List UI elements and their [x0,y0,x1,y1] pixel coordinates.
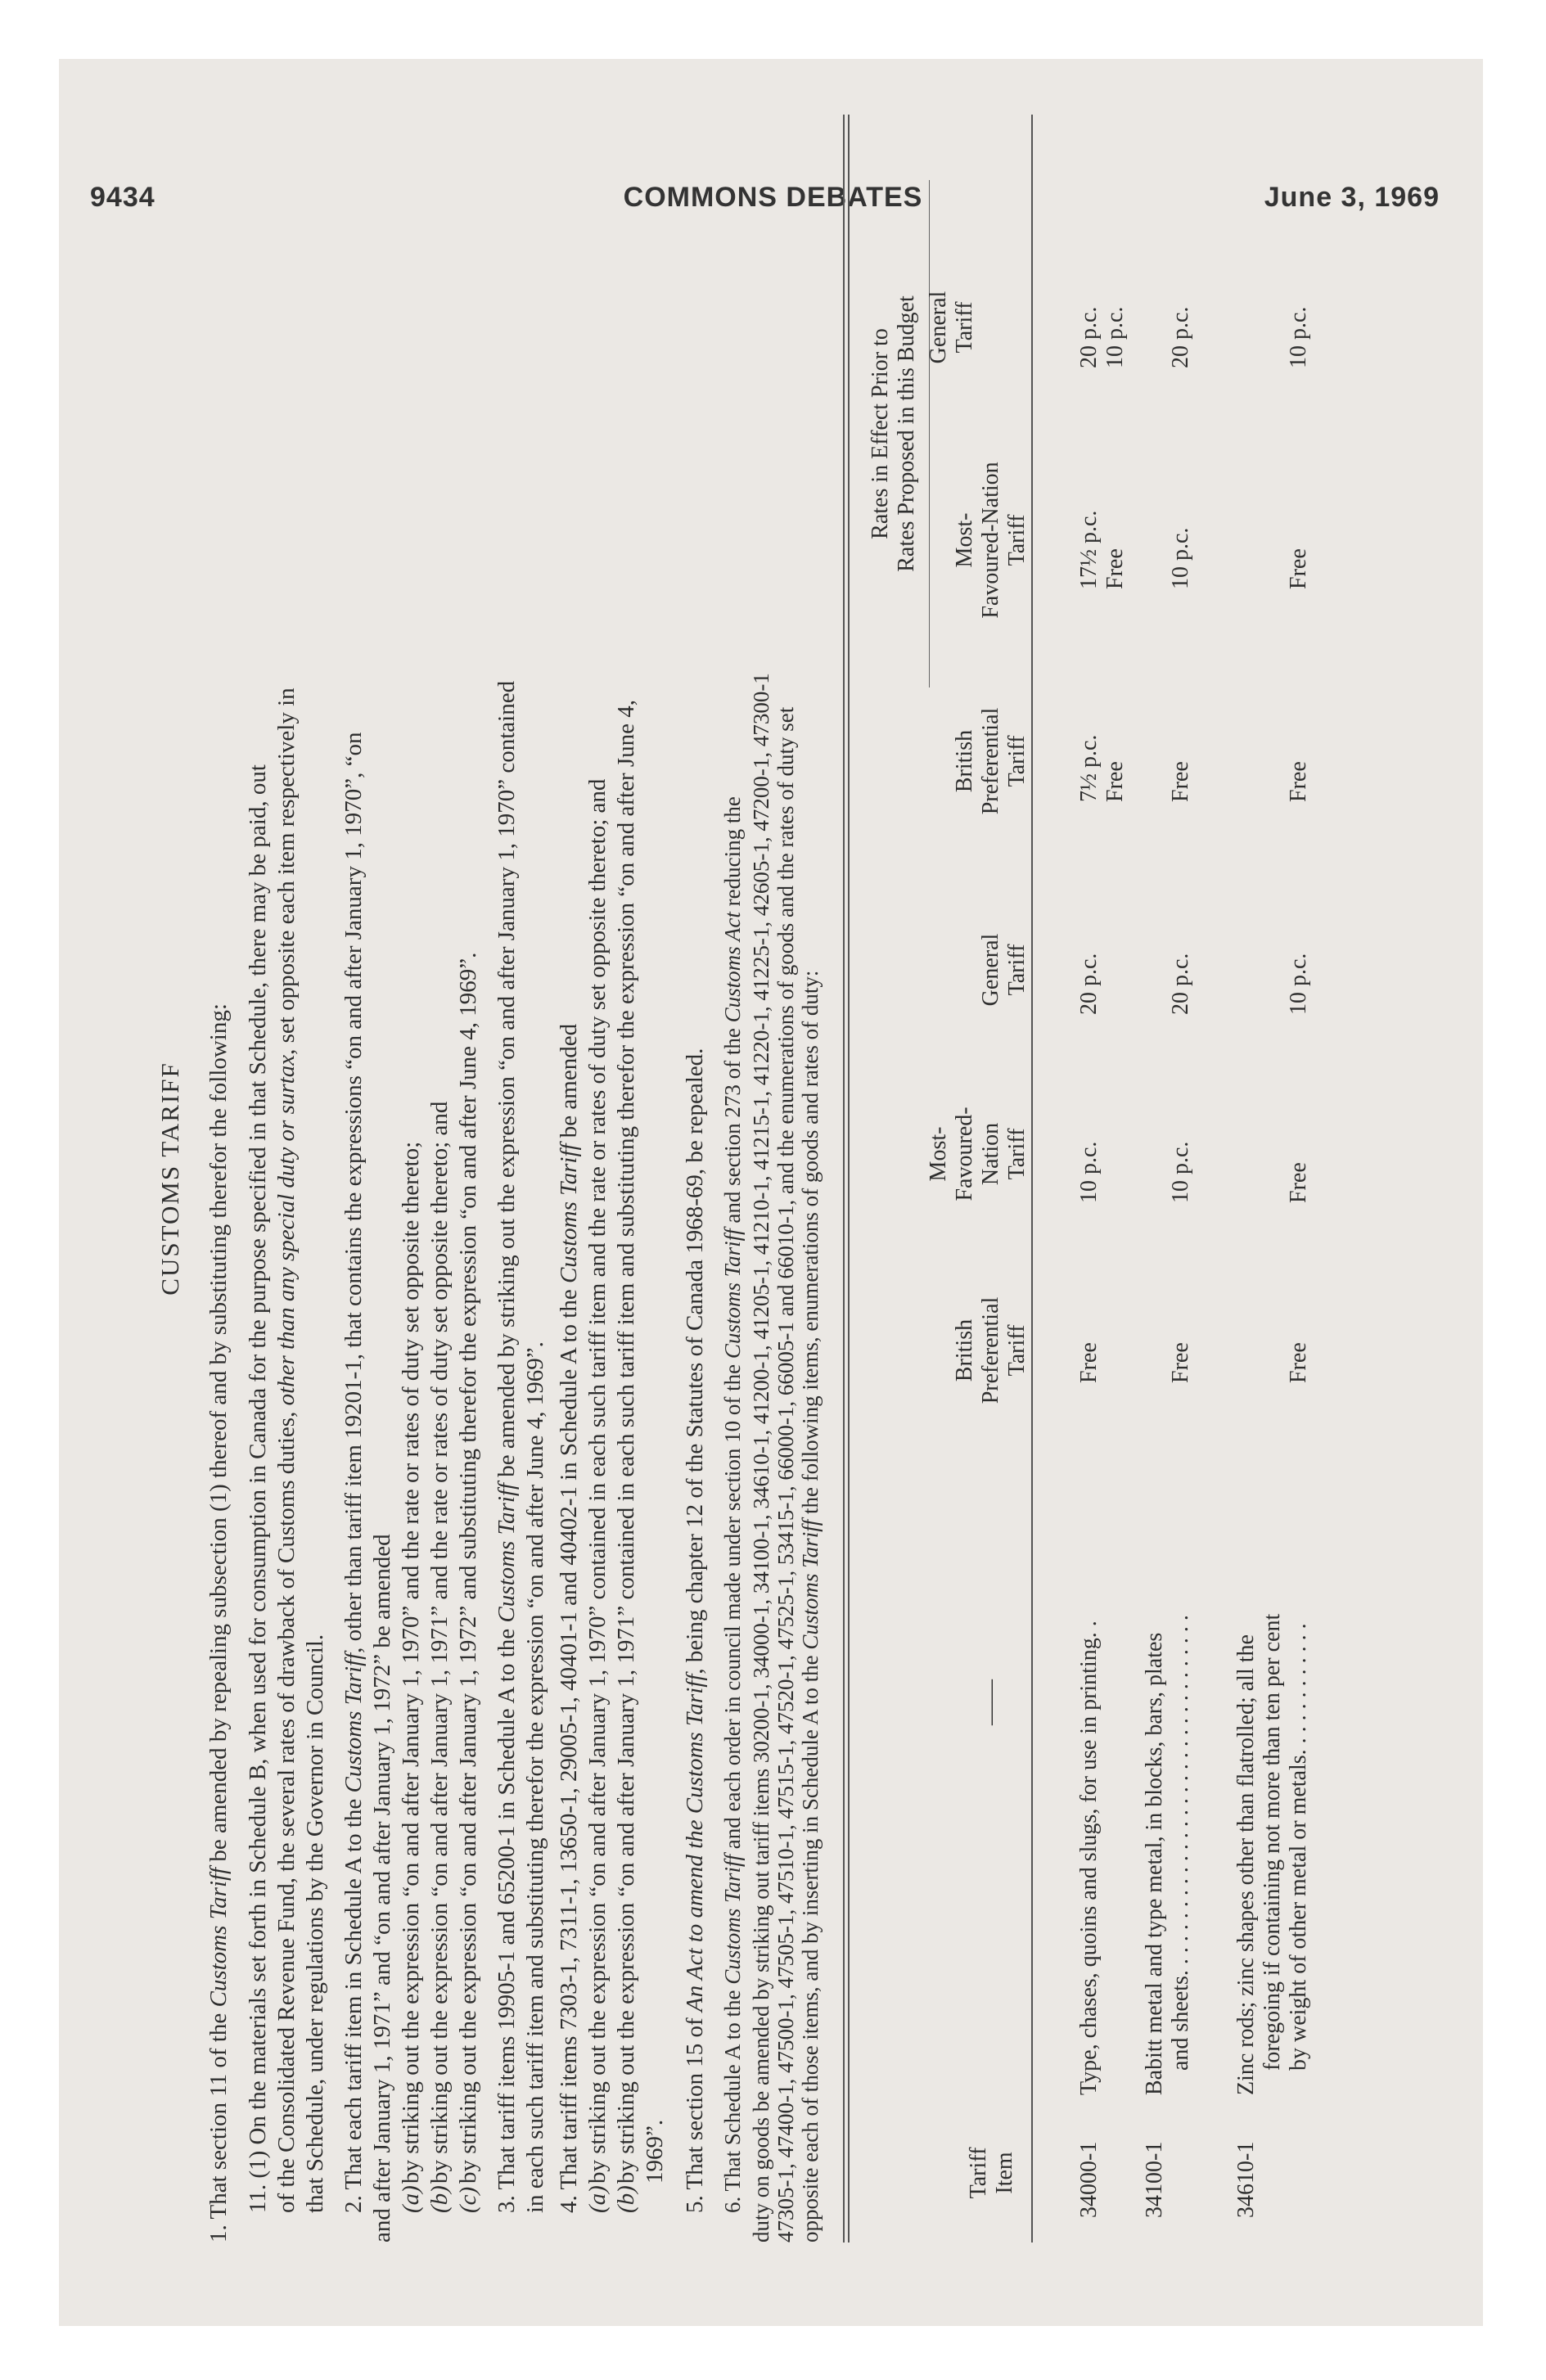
publication-title: COMMONS DEBATES [623,182,923,213]
row2-description-line1: Babitt metal and type metal, in blocks, bars, plates [1142,1632,1167,2095]
prior-rates-group-header [868,180,920,687]
p3-line1-pre: 3. That tariff items 19905-1 and 65200-1 in Schedule A to the [494,1622,520,2213]
col-header-tariff-item-line1: Tariff [966,2147,991,2199]
row3-general: 10 p.c. [1286,953,1311,1015]
p2-b-text: by striking out the expression “on and after January 1, 1971” and the rate or rates of duty set opposite thereto; and [426,1101,453,2184]
p6-line1-pre: 6. That Schedule A to the [720,1984,745,2213]
col-header-mfn-line3: Nation [978,1122,1003,1186]
row1-description-line1: Type, chases, quoins and slugs, for use in printing. . [1076,1620,1102,2095]
p4-line1-italic: Customs Tariff [556,1143,582,1284]
row3-prior-mfn: Free [1286,548,1311,589]
row1-prior-mfn-line2: Free [1102,548,1128,589]
col-header-general-line1: General [978,933,1003,1007]
p2-c-text: by striking out the expression “on and after January 1, 1972” and substituting therefor the expression “on and after June 4, 1969”. [455,952,481,2184]
section-title: CUSTOMS TARIFF [156,1062,184,1296]
paragraph-4 [555,115,669,2243]
p4-line1-pre: 4. That tariff items 7303-1, 7311-1, 13650-1, 29005-1, 40401-1 and 40402-1 in Schedule A to the [556,1283,582,2213]
p2-a-label: (a) [398,2185,424,2213]
row1-mfn: 10 p.c. [1076,1141,1102,1203]
p2-b-label: (b) [426,2185,453,2213]
p3-line2: in each such tariff item and substituting therefor the expression “on and after June 4, 1969”. [522,1341,548,2213]
table-top-rule [843,115,845,2243]
p4-b-label: (b) [613,2185,639,2213]
p4-a-text: by striking out the expression “on and after January 1, 1970” contained in each such tariff item and the rate or rates of duty set opposite thereto; and [584,778,611,2184]
p6-line1-post: reducing the [720,796,745,913]
col-header-bpt-line3: Tariff [1004,1324,1030,1377]
col-header-prior-mfn-line3: Tariff [1004,514,1030,566]
rotated-content [156,115,1465,2243]
p4-a-label: (a) [584,2185,611,2213]
p2-line1-post: , other than tariff item 19201-1, that contains the expressions “on and after January 1, 1970”, “on [340,732,367,1653]
col-header-bpt [952,1277,1030,1424]
p6-line1-mid: and each order in council made under section 10 of the [720,1359,745,1855]
p6-line1-mid2: and section 273 of the [720,1022,745,1229]
p6-line4-post: the following items, enumerations of goods and rates of duty: [798,970,823,1520]
paragraph-2 [340,115,483,2243]
p5-pre: 5. That section 15 of [682,2012,708,2213]
row1-prior-bpt [1076,735,1129,802]
col-header-bpt-line1: British [952,1318,977,1382]
p6-line1-italic3: Customs Act [720,912,745,1023]
col-header-prior-mfn-line1: Most- [952,512,977,568]
p5-post: , being chapter 12 of the Statutes of Canada 1968-69, be repealed. [682,1048,708,1675]
row2-tariff-item: 34100-1 [1142,2141,1167,2218]
col-header-prior-general [926,262,978,393]
p4-b-text-cont: 1969”. [642,2119,668,2184]
col-header-mfn-line4: Tariff [1004,1128,1030,1180]
row1-prior-bpt-line1: 7½ p.c. [1076,734,1102,802]
row2-description [1142,1615,1194,2095]
col-header-prior-bpt-line3: Tariff [1004,735,1030,787]
p11-line2-italic: other than any special duty or surtax [273,1054,300,1406]
row2-prior-mfn: 10 p.c. [1168,527,1193,589]
col-header-prior-bpt-line2: Preferential [978,707,1003,815]
paragraph-6 [720,115,745,2243]
row2-general: 20 p.c. [1168,953,1193,1015]
p1-text-post: be amended by repealing subsection (1) thereof and by substituting therefor the following: [205,1003,232,1868]
row1-tariff-item: 34000-1 [1076,2141,1102,2218]
p1-text-pre: 1. That section 11 of the [205,2007,232,2243]
col-header-mfn [926,1080,1030,1228]
row1-prior-general [1076,307,1129,368]
row1-prior-general-line2: 10 p.c. [1102,306,1128,368]
col-header-prior-bpt [952,687,1030,835]
row2-description-line2: and sheets. . . . . . . . . . . . . . . . . . . . . . . . . . . . . . . . [1168,1615,1193,2071]
tariff-table [749,115,1445,2243]
row3-description-line2: foregoing if containing not more than ten per cent [1260,1613,1285,2071]
row2-bpt: Free [1168,1342,1193,1383]
prior-group-line2: Rates Proposed in this Budget [894,295,919,572]
row1-prior-mfn-line1: 17½ p.c. [1076,510,1102,589]
row1-prior-general-line1: 20 p.c. [1076,306,1102,368]
col-header-prior-general-line2: Tariff [952,301,977,354]
col-header-mfn-line2: Favoured- [952,1107,977,1201]
table-top-rule-inner [848,115,850,2243]
row3-prior-bpt: Free [1286,761,1311,802]
page-number: 9434 [90,182,156,213]
col-header-general-line2: Tariff [1004,944,1030,996]
paragraph-1 [205,115,233,2243]
col-header-mfn-line1: Most- [926,1126,951,1182]
paragraph-3 [493,115,550,2243]
p2-line2: and after January 1, 1971” and “on and after January 1, 1972” be amended [369,1534,395,2243]
p3-line1-italic: Customs Tariff [494,1483,520,1623]
row3-bpt: Free [1286,1342,1311,1383]
row1-prior-mfn [1076,511,1129,589]
p6-line3: 47305-1, 47400-1, 47500-1, 47505-1, 47510-1, 47515-1, 47520-1, 47525-1, 53415-1, 66000-1, 66005-1 and 66010-1, and the enumerations of goods and the rates of duty set [773,706,798,2243]
row2-prior-general: 20 p.c. [1168,306,1193,368]
p11-line1: 11. (1) On the materials set forth in Schedule B, when used for consumption in Canada for the purpose specified in that Schedule, there may be paid, out [245,764,271,2213]
paragraph-5 [681,85,710,2243]
paragraph-11 [244,85,330,2243]
p4-line1-post: be amended [556,1023,582,1144]
p6-line2: duty on goods be amended by striking out tariff items 30200-1, 34000-1, 34100-1, 34610-1, 41200-1, 41205-1, 41210-1, 41215-1, 41220-1, 41225-1, 42605-1, 47200-1, 47300-1 [749,673,773,2243]
p6-line1-italic2: Customs Tariff [720,1228,745,1359]
col-header-prior-general-line1: General [926,291,951,364]
row3-mfn: Free [1286,1162,1311,1203]
col-header-prior-mfn [952,442,1030,638]
row1-prior-bpt-line2: Free [1102,761,1128,802]
col-header-general [978,908,1030,1031]
row1-description [1076,1620,1102,2095]
row3-tariff-item: 34610-1 [1233,2141,1259,2218]
row2-mfn: 10 p.c. [1168,1141,1193,1203]
prior-group-underline [929,180,930,687]
row2-prior-bpt: Free [1168,761,1193,802]
p2-a-text: by striking out the expression “on and after January 1, 1970” and the rate or rates of duty set opposite thereto; [398,1141,424,2184]
p2-c-label: (c) [455,2186,481,2213]
col-header-description: —— [978,1679,1003,1725]
col-header-prior-mfn-line2: Favoured-Nation [978,462,1003,619]
row3-description-line3: by weight of other metal or metals. . . . . . . . . . . . [1286,1623,1311,2071]
col-header-bpt-line2: Preferential [978,1296,1003,1404]
row1-general: 20 p.c. [1076,953,1102,1015]
p4-b-text: by striking out the expression “on and after January 1, 1971” contained in each such tariff item and substituting therefor the expression “on and after June 4, [613,699,639,2184]
col-header-tariff-item-line2: Item [992,2152,1017,2194]
p2-line1-italic: Customs Tariff [340,1652,367,1793]
p5-italic: An Act to amend the Customs Tariff [682,1674,708,2013]
p11-line2-pre: of the Consolidated Revenue Fund, the several rates of drawback of Customs duties, [273,1405,300,2213]
p6-line4-pre: opposite each of those items, and by inserting in Schedule A to the [798,1649,823,2243]
p1-italic: Customs Tariff [205,1867,232,2008]
col-header-tariff-item [966,2128,1018,2218]
p6-line4-italic: Customs Tariff [798,1519,823,1650]
p6-line1-italic1: Customs Tariff [720,1854,745,1985]
p11-line2-post: , set opposite each item respectively in [273,687,300,1055]
row3-prior-general: 10 p.c. [1286,306,1311,368]
p2-line1-pre: 2. That each tariff item in Schedule A to the [340,1792,367,2213]
row3-description [1233,1614,1312,2095]
p11-line3: that Schedule, under regulations by the Governor in Council. [302,1634,328,2213]
row1-bpt: Free [1076,1342,1102,1383]
col-header-prior-bpt-line1: British [952,729,977,793]
row3-description-line1: Zinc rods; zinc shapes other than flatrolled; all the [1233,1634,1259,2095]
p3-line1-post: be amended by striking out the expression “on and after January 1, 1970” contained [494,680,520,1483]
page-date: June 3, 1969 [1264,182,1440,213]
table-header-rule [1031,115,1033,2243]
prior-group-line1: Rates in Effect Prior to [868,328,893,539]
